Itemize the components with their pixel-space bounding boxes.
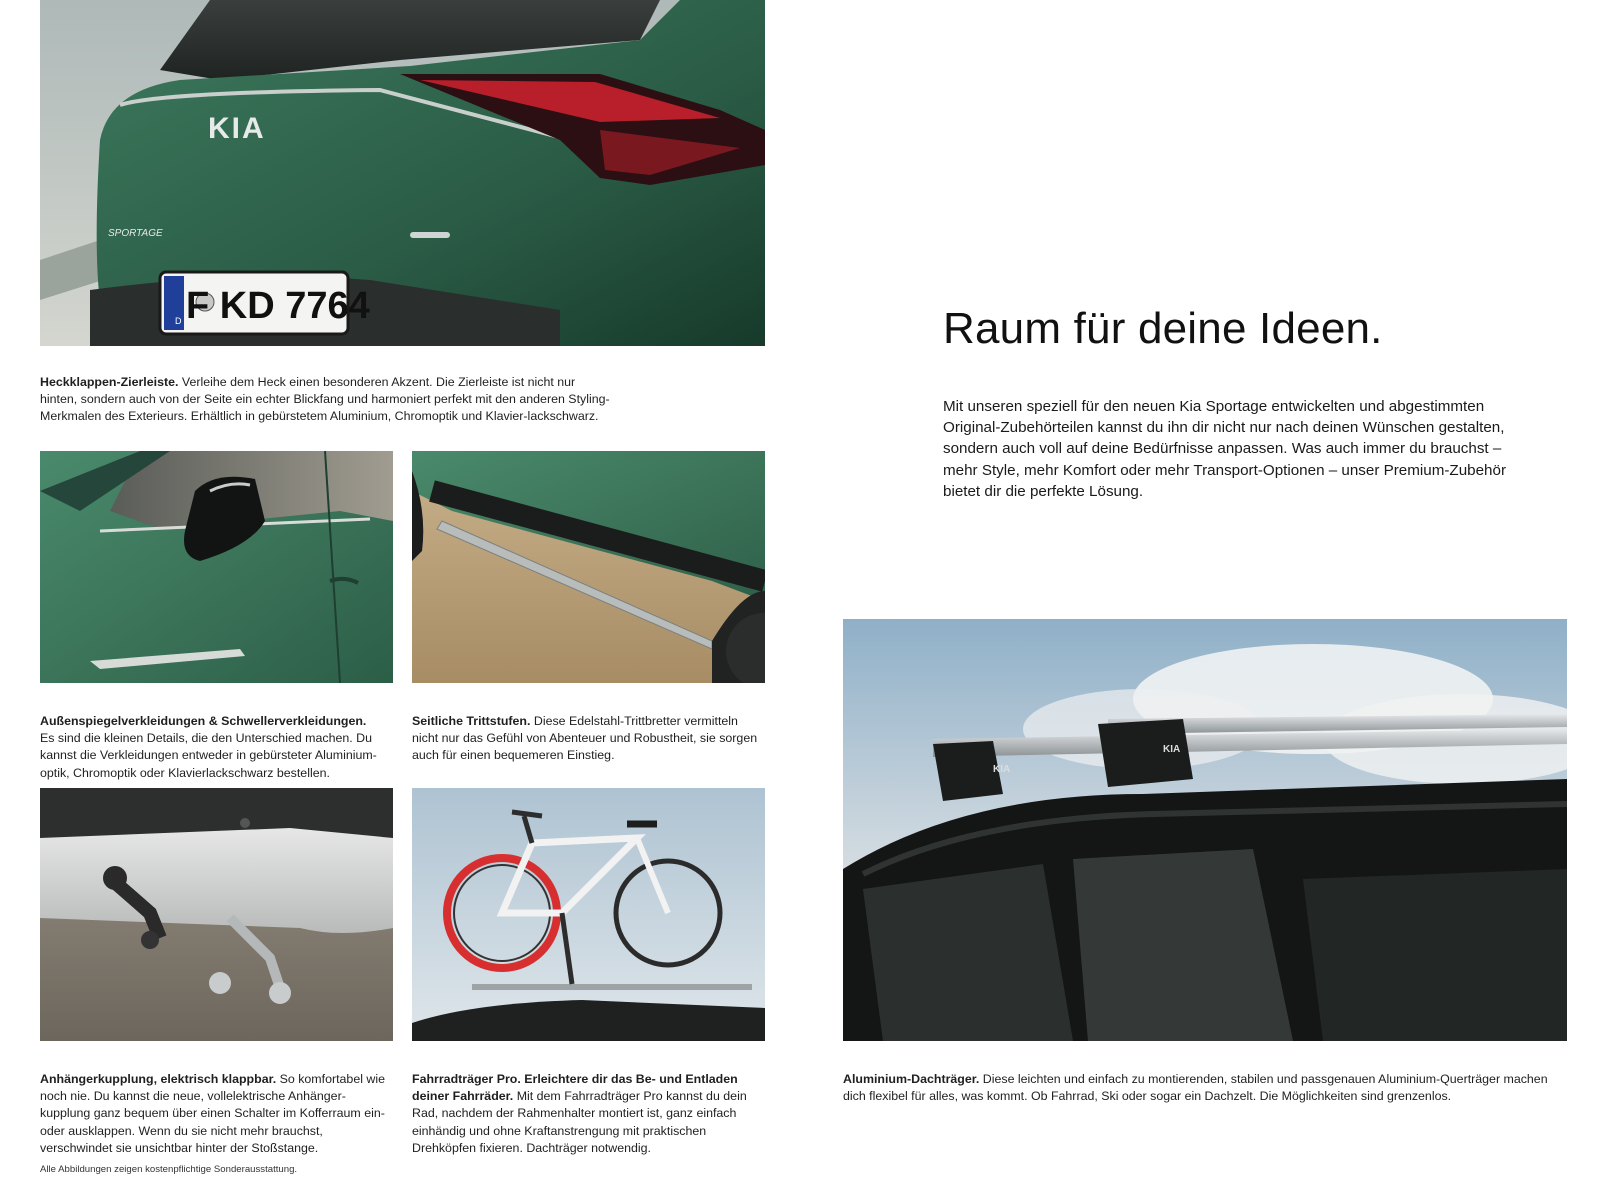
- towbar-photo: [40, 788, 393, 1041]
- license-plate-text: F KD 7764: [186, 285, 370, 327]
- side-steps-text: Diese Edelstahl-Trittbretter vermitteln nicht nur das Gefühl von Abenteuer und Robustheit, sie sorgen auch für einen bequemeren Einstieg.: [412, 714, 758, 763]
- side-steps-photo: [412, 451, 765, 683]
- side-steps-title: Seitliche Trittstufen.: [412, 714, 531, 728]
- roof-bar-logo-left: KIA: [993, 764, 1011, 775]
- roof-bar-logo-right: KIA: [1163, 744, 1181, 755]
- mirror-cover-photo: [40, 451, 393, 683]
- kia-logo-badge: KIA: [208, 112, 266, 145]
- bike-carrier-photo: [412, 788, 765, 1041]
- tailgate-trim-title: Heckklappen-Zierleiste.: [40, 375, 179, 389]
- roof-rack-title: Aluminium-Dachträger.: [843, 1072, 980, 1086]
- roof-rack-photo: [843, 619, 1567, 1041]
- mirror-cover-title: Außenspiegelverkleidungen & Schwellerverkleidungen.: [40, 714, 367, 728]
- towbar-text: So komfortabel wie noch nie. Du kannst die neue, vollelektrische Anhänger-kupplung ganz bequem über einen Schalter im Kofferraum ein- oder ausklappen. Wenn du sie nicht mehr brauchst, verschwindet sie unsichtbar hinter der Stoßstange.: [40, 1072, 385, 1155]
- roof-rack-text: Diese leichten und einfach zu montierenden, stabilen und passgenauen Aluminium-Querträger machen dich flexibel für alles, was kommt. Ob Fahrrad, Ski oder sogar ein Dachzelt. Die Möglichkeiten sind grenzenlos.: [843, 1072, 1548, 1104]
- side-steps-caption: [412, 713, 765, 765]
- towbar-caption: [40, 1071, 390, 1157]
- tailgate-trim-photo: [40, 0, 765, 346]
- intro-paragraph: Mit unseren speziell für den neuen Kia Sportage entwickelten und abgestimmten Original-Zubehörteilen kannst du ihn dir nicht nur nach deinen Wünschen gestalten, sondern auch voll auf deine Bedürfnisse anpassen. Was auch immer du brauchst – mehr Style, mehr Komfort oder mehr Transport-Optionen – unser Premium-Zubehör bietet dir die perfekte Lösung.: [943, 398, 1507, 500]
- mirror-cover-caption: [40, 713, 395, 782]
- bike-carrier-text: Mit dem Fahrradträger Pro kannst du dein Rad, nachdem der Rahmenhalter montiert ist, ganz einfach einhändig und ohne Kraftanstrengung mit praktischen Drehköpfen fixieren. Dachträger notwendig.: [412, 1089, 747, 1155]
- bike-carrier-caption: [412, 1071, 762, 1157]
- plate-country: D: [175, 316, 182, 326]
- model-badge: SPORTAGE: [108, 228, 163, 239]
- mirror-cover-text: Es sind die kleinen Details, die den Unterschied machen. Du kannst die Verkleidungen entweder in gebürsteter Aluminium-optik, Chromoptik oder Klavierlackschwarz bestellen.: [40, 731, 377, 780]
- bike-carrier-title: Fahrradträger Pro. Erleichtere dir das Be- und Entladen deiner Fahrräder.: [412, 1072, 738, 1104]
- roof-rack-caption: [843, 1071, 1567, 1105]
- tailgate-trim-text: Verleihe dem Heck einen besonderen Akzent. Die Zierleiste ist nicht nur hinten, sondern auch von der Seite ein echter Blickfang und harmoniert perfekt mit den anderen Styling-Merkmalen des Exterieurs. Erhältlich in gebürstetem Aluminium, Chromoptik und Klavier-lackschwarz.: [40, 375, 610, 424]
- tailgate-trim-caption: [40, 374, 615, 426]
- page-title: Raum für deine Ideen.: [943, 304, 1383, 353]
- footnote: Alle Abbildungen zeigen kostenpflichtige Sonderausstattung.: [40, 1164, 298, 1175]
- towbar-title: Anhängerkupplung, elektrisch klappbar.: [40, 1072, 277, 1086]
